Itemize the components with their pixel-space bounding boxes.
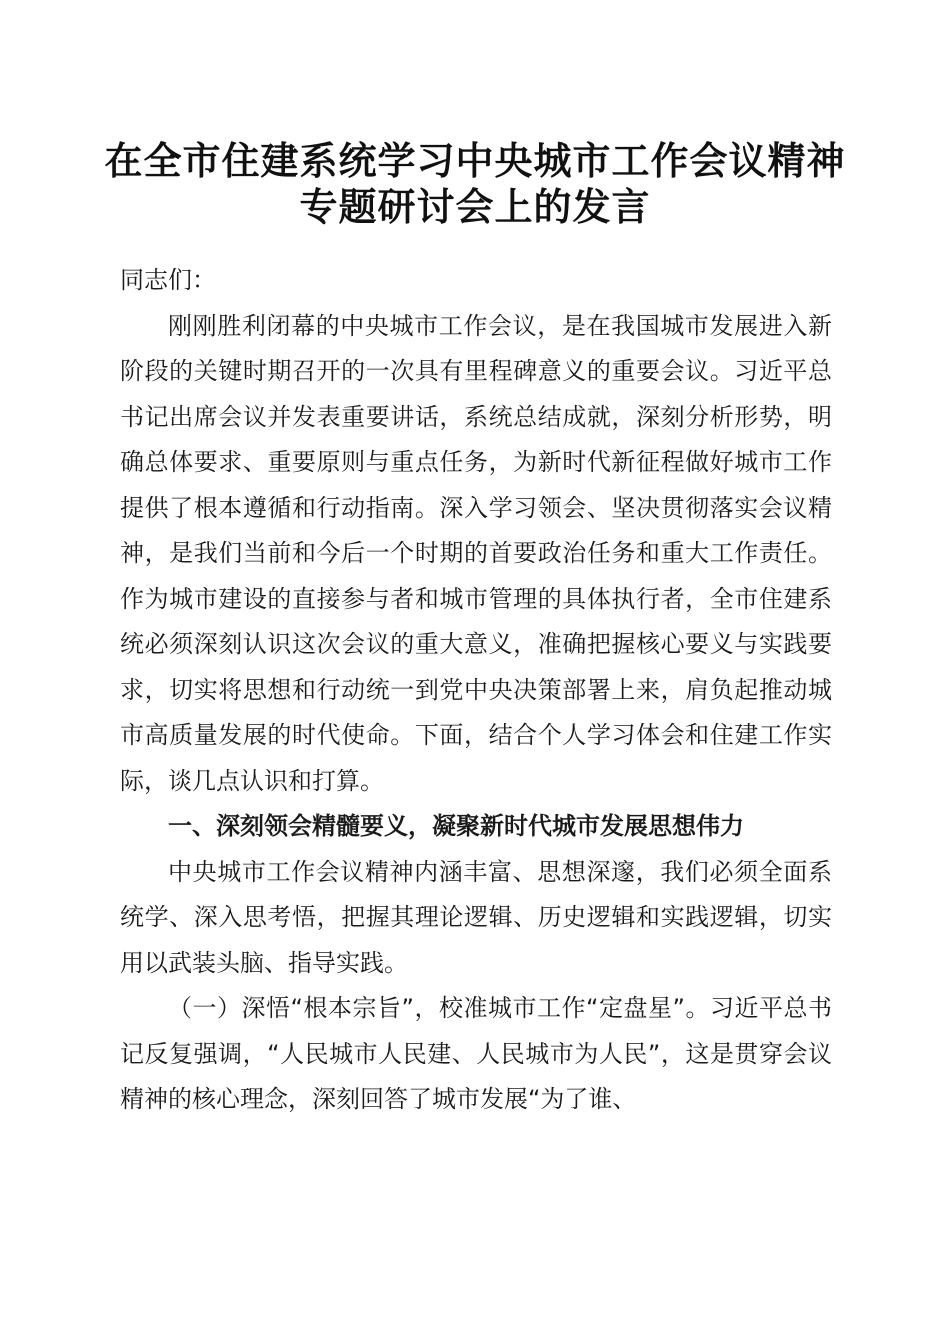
document-title: 在全市住建系统学习中央城市工作会议精神专题研讨会上的发言: [104, 138, 846, 229]
subsection-paragraph: （一）深悟“根本宗旨”，校准城市工作“定盘星”。习近平总书记反复强调，“人民城市人民建、人民城市为人民”，这是贯穿会议精神的核心理念，深刻回答了城市发展“为了谁、: [120, 994, 832, 1113]
section-heading: 一、深刻领会精髓要义，凝聚新时代城市发展思想伟力: [168, 812, 744, 840]
salutation: 同志们：: [120, 266, 216, 294]
section-paragraph: 中央城市工作会议精神内涵丰富、思想深邃，我们必须全面系统学、深入思考悟，把握其理论逻辑、历史逻辑和实践逻辑，切实用以武装头脑、指导实践。: [120, 857, 832, 977]
document-body: [120, 258, 832, 1123]
intro-paragraph: 刚刚胜利闭幕的中央城市工作会议，是在我国城市发展进入新阶段的关键时期召开的一次具有里程碑意义的重要会议。习近平总书记出席会议并发表重要讲话，系统总结成就，深刻分析形势，明确总体要求、重要原则与重点任务，为新时代新征程做好城市工作提供了根本遵循和行动指南。深入学习领会、坚决贯彻落实会议精神，是我们当前和今后一个时期的首要政治任务和重大工作责任。作为城市建设的直接参与者和城市管理的具体执行者，全市住建系统必须深刻认识这次会议的重大意义，准确把握核心要义与实践要求，切实将思想和行动统一到党中央决策部署上来，肩负起推动城市高质量发展的时代使命。下面，结合个人学习体会和住建工作实际，谈几点认识和打算。: [120, 311, 832, 795]
